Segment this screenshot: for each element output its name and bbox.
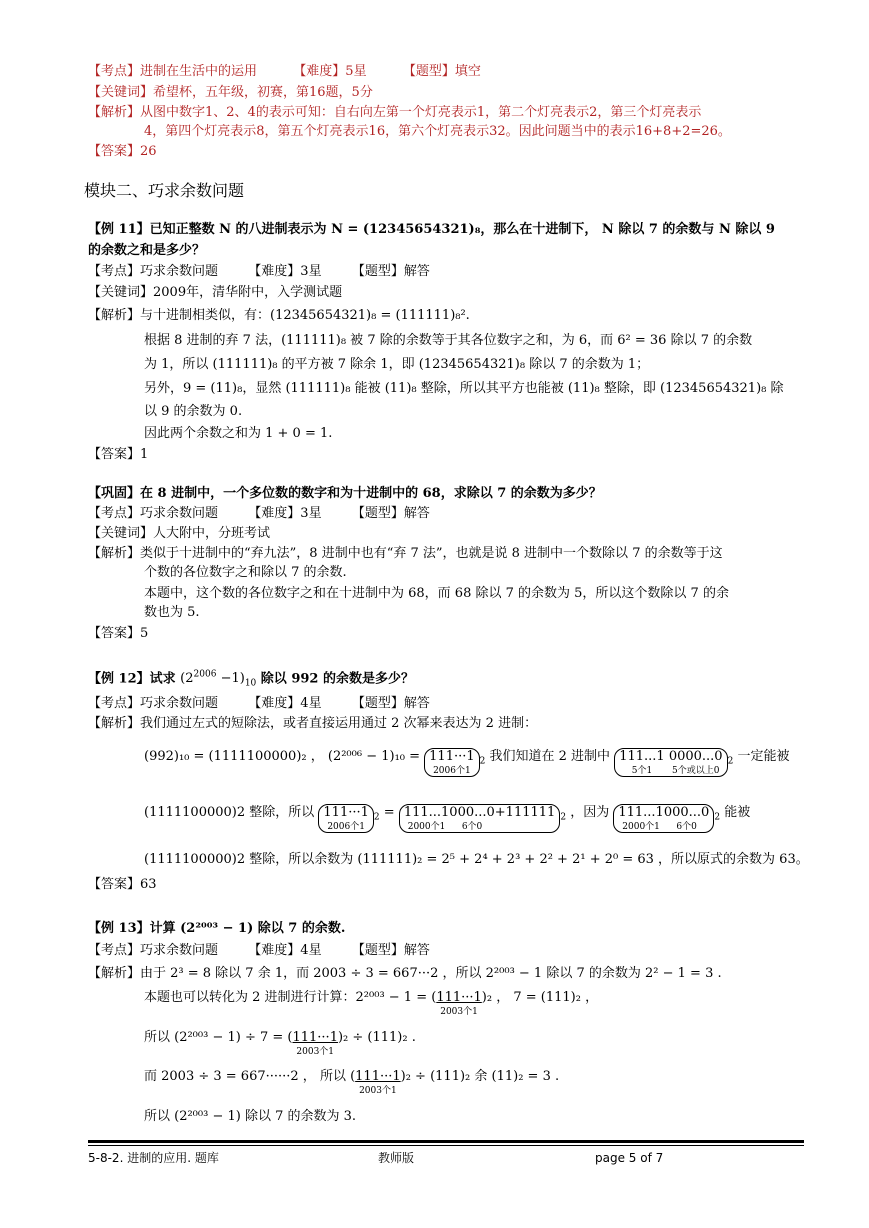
ex12-tixing: 【题型】解答 — [351, 696, 430, 711]
ex12-derivation-2: (1111100000)2 整除，所以 111···1 2006个1 $_2$ = 111...1 2000个1 000...0 6个0 +111111 $_2$ ，因为 111...1 2000个1 000...0 6个0 $_2$ 能被 — [144, 805, 751, 832]
footer-rule-thin — [88, 1145, 804, 1146]
ex13-derivation-5: 所以 (2²⁰⁰³ − 1) 除以 7 的余数为 3. — [144, 1109, 357, 1124]
ex12-l1-b: (2²⁰⁰⁶ − 1)₁₀ = — [327, 749, 421, 764]
ex11-jiexi-6: 因此两个余数之和为 1 + 0 = 1. — [144, 426, 333, 441]
ex11-jiexi-5: 以 9 的余数为 0. — [144, 404, 243, 419]
ex13-l2-a: 本题也可以转化为 2 进制进行计算：2²⁰⁰³ − 1 = ( — [144, 990, 437, 1005]
prev-tixing: 【题型】填空 — [402, 64, 481, 79]
ex11-jiexi-4: 另外，9 = (11)₈，显然 (111111)₈ 能被 (11)₈ 整除，所以其平方也能被 (11)₈ 整除，即 (12345654321)₈ 除 — [144, 381, 784, 396]
ex11-meta-row — [88, 264, 430, 280]
gonggu-question: 【巩固】在 8 进制中，一个多位数的数字和为十进制中的 68，求除以 7 的余数为多少？ — [88, 486, 602, 501]
ex13-l3-ones: 111···1 2003个1 — [292, 1030, 338, 1057]
ex12-l1-e: 一定能被 — [737, 749, 790, 764]
module-title: 模块二、巧求余数问题 — [84, 181, 245, 200]
gonggu-nandu: 【难度】3星 — [248, 506, 322, 521]
ex12-l2-paren2: 111...1 2000个1 000...0 6个0 +111111 — [399, 804, 561, 833]
ex13-derivation-3 — [144, 1030, 416, 1057]
footer-rule-thick — [88, 1140, 804, 1143]
ex11-question-2: 的余数之和是多少？ — [88, 243, 206, 258]
ex12-jiexi-1: 【解析】我们通过左式的短除法，或者直接运用通过 2 次幂来表达为 2 进制： — [88, 716, 538, 731]
ex12-daan: 【答案】63 — [88, 877, 157, 892]
ex13-l2-ones: 111···1 2003个1 — [436, 990, 482, 1017]
ex13-l3-b: )₂ ÷ (111)₂ . — [337, 1030, 416, 1045]
gonggu-tixing: 【题型】解答 — [351, 506, 430, 521]
ex13-l3-a: 所以 (2²⁰⁰³ − 1) ÷ 7 = ( — [144, 1030, 293, 1045]
ex11-guanjianci: 【关键词】2009年，清华附中，入学测试题 — [88, 285, 343, 300]
ex12-l1-paren: 111···1 2006个1 — [424, 748, 479, 777]
prev-kaodian: 【考点】进制在生活中的运用 — [88, 64, 258, 79]
gonggu-jiexi-1: 【解析】类似于十进制中的“弃九法”，8 进制中也有“弃 7 法”，也就是说 8 进制中一个数除以 7 的余数等于这 — [88, 546, 723, 561]
ex12-kaodian: 【考点】巧求余数问题 — [88, 696, 219, 711]
prev-guanjianci: 【关键词】希望杯，五年级，初赛，第16题，5分 — [88, 85, 373, 100]
ex12-l1-paren2: 111...1 5个1 0000...0 5个或以上0 — [614, 748, 727, 777]
ex12-l2-a: (1111100000)2 整除，所以 — [144, 805, 315, 820]
ex11-daan: 【答案】1 — [88, 447, 149, 462]
ex12-expression: $(2^{2006} -1)_{10}$ — [180, 670, 257, 689]
prev-jiexi-1: 【解析】从图中数字1、2、4的表示可知：自右向左第一个灯亮表示1，第二个灯亮表示2，第三个灯亮表示 — [88, 105, 702, 120]
ex11-tixing: 【题型】解答 — [351, 264, 430, 279]
gonggu-jiexi-4: 数也为 5. — [144, 605, 200, 620]
ex13-l4-b: )₂ ÷ (111)₂ 余 (11)₂ = 3 . — [400, 1069, 560, 1084]
ex12-derivation-1: (992)₁₀ = (1111100000)₂ ， (2²⁰⁰⁶ − 1)₁₀ = 111···1 2006个1 $_2$ 我们知道在 2 进制中 111...1 5个1 0000...0 5个或以上0 $_2$ 一定能被 — [144, 749, 790, 776]
ex12-l2-paren3: 111...1 2000个1 000...0 6个0 — [613, 804, 714, 833]
ex13-kaodian: 【考点】巧求余数问题 — [88, 943, 219, 958]
ex13-meta-row — [88, 943, 430, 959]
ex12-tail: 除以 992 的余数是多少？ — [260, 671, 414, 687]
ex12-meta-row — [88, 696, 430, 712]
ex12-l2-c: 能被 — [724, 805, 751, 820]
ex12-l1-a: (992)₁₀ = (1111100000)₂ ， — [144, 749, 324, 764]
ex11-question-1: 【例 11】已知正整数 N 的八进制表示为 N = (12345654321)₈，那么在十进制下， N 除以 7 的余数与 N 除以 9 — [88, 222, 775, 237]
prev-meta-row — [88, 64, 481, 80]
ex12-nandu: 【难度】4星 — [248, 696, 322, 711]
ex13-l4-ones: 111···1 2003个1 — [355, 1069, 401, 1096]
ex13-question: 【例 13】计算 (2²⁰⁰³ − 1) 除以 7 的余数. — [88, 921, 346, 936]
ex13-l4-a: 而 2003 ÷ 3 = 667······2 ， 所以 ( — [144, 1069, 356, 1084]
footer-right: page 5 of 7 — [595, 1151, 664, 1165]
ex13-jiexi-1: 【解析】由于 2³ = 8 除以 7 余 1，而 2003 ÷ 3 = 667···2 ，所以 2²⁰⁰³ − 1 除以 7 的余数为 2² − 1 = 3 . — [88, 966, 722, 981]
ex12-l1-c: 我们知道在 2 进制中 — [489, 749, 611, 764]
ex12-l2-eq: = — [383, 805, 395, 820]
ex11-nandu: 【难度】3星 — [248, 264, 322, 279]
footer-left: 5-8-2. 进制的应用. 题库 — [88, 1151, 219, 1165]
gonggu-daan: 【答案】5 — [88, 626, 149, 641]
gonggu-jiexi-2: 个数的各位数字之和除以 7 的余数. — [144, 565, 347, 580]
prev-daan: 【答案】26 — [88, 144, 157, 159]
prev-nandu: 【难度】5星 — [293, 64, 367, 79]
gonggu-meta-row — [88, 506, 430, 522]
ex13-l2-b: )₂ ， 7 = (111)₂ ， — [481, 990, 599, 1005]
ex13-derivation-2 — [144, 990, 598, 1017]
gonggu-jiexi-3: 本题中，这个数的各位数字之和在十进制中为 68，而 68 除以 7 的余数为 5，所以这个数除以 7 的余 — [144, 586, 729, 601]
ex11-jiexi-2: 根据 8 进制的弃 7 法，(111111)₈ 被 7 除的余数等于其各位数字之和，为 6，而 6² = 36 除以 7 的余数 — [144, 333, 753, 348]
ex12-derivation-3: (1111100000)2 整除，所以余数为 (111111)₂ = 2⁵ + 2⁴ + 2³ + 2² + 2¹ + 2⁰ = 63 ，所以原式的余数为 63。 — [144, 852, 809, 867]
gonggu-kaodian: 【考点】巧求余数问题 — [88, 506, 219, 521]
ex11-kaodian: 【考点】巧求余数问题 — [88, 264, 219, 279]
ex13-nandu: 【难度】4星 — [248, 943, 322, 958]
ex13-derivation-4 — [144, 1069, 559, 1096]
footer-center: 教师版 — [378, 1151, 415, 1165]
ex12-l2-b: ，因为 — [570, 805, 610, 820]
ex12-l2-paren1: 111···1 2006个1 — [318, 804, 373, 833]
prev-jiexi-2: 4，第四个灯亮表示8，第五个灯亮表示16，第六个灯亮表示32。因此问题当中的表示16+8+2=26。 — [144, 124, 731, 139]
ex11-jiexi-1: 【解析】与十进制相类似，有：(12345654321)₈ = (111111)₈². — [88, 308, 470, 323]
ex12-label: 【例 12】试求 — [88, 671, 176, 687]
gonggu-guanjianci: 【关键词】人大附中，分班考试 — [88, 526, 271, 541]
ex13-tixing: 【题型】解答 — [351, 943, 430, 958]
ex11-jiexi-3: 为 1，所以 (111111)₈ 的平方被 7 除余 1，即 (12345654321)₈ 除以 7 的余数为 1； — [144, 357, 650, 372]
ex12-question — [88, 667, 414, 692]
